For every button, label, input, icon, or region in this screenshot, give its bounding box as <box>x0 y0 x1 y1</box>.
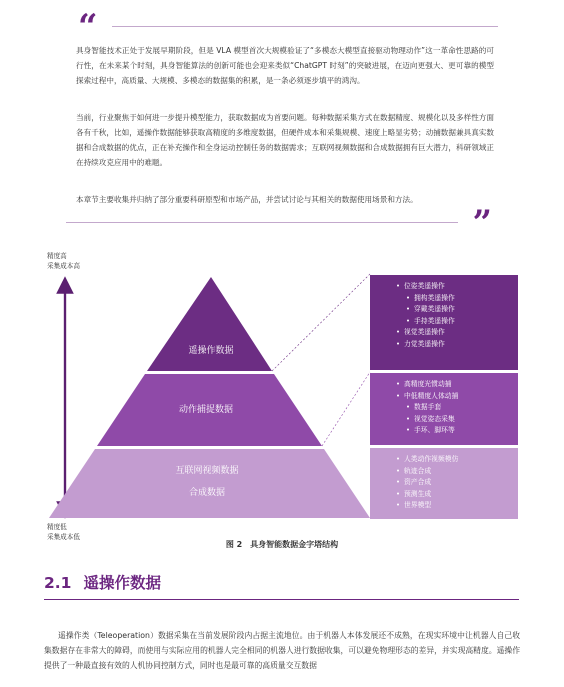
method-item: • 拥构类遥操作 <box>406 293 518 305</box>
method-item: • 数据手套 <box>406 402 518 414</box>
axis-bottom-label-line-1: 精度低 <box>47 523 67 531</box>
method-item: • 位姿类遥操作 <box>396 281 518 293</box>
section-title-text: 遥操作数据 <box>83 574 161 592</box>
method-item: • 人类动作视频模仿 <box>396 454 518 466</box>
axis-top-label-line-2: 采集成本高 <box>47 262 80 270</box>
method-item: • 轨迹合成 <box>396 466 518 478</box>
pyramid-label-synthetic: 合成数据 <box>188 488 226 498</box>
section-title <box>44 573 161 593</box>
pyramid-level-teleoperation <box>147 277 272 371</box>
close-quote-icon: ” <box>472 203 492 243</box>
intro-paragraph-1: 具身智能技术正处于发展早期阶段，但是 VLA 模型首次大规模验证了“多模态大模型直接驱动物理动作”这一革命性思路的可行性，在未来某个时刻，具身智能算法的创新可能也会迎来类似“ChatGPT 时刻”的突破进展，在迈向更强大、更可靠的模型探索过程中，高质量、大规模、多模态的数据集的积累，是一条必须逐步填平的鸿沟。 <box>76 46 494 85</box>
teleoperation-methods-box <box>370 275 518 370</box>
figure-caption-text: 具身智能数据金字塔结构 <box>250 540 339 549</box>
method-item: • 预测生成 <box>396 489 518 501</box>
method-item: • 力觉类遥操作 <box>396 339 518 351</box>
pyramid-level-web-synthetic <box>49 449 370 518</box>
figure-number: 图 2 <box>225 540 243 549</box>
open-quote-icon: “ <box>78 7 98 47</box>
method-item: • 世界模型 <box>396 500 518 512</box>
figure-caption <box>0 539 564 550</box>
axis-bottom-label-line-2: 采集成本低 <box>47 533 80 541</box>
method-item: • 手持类遥操作 <box>406 316 518 328</box>
intro-paragraph-2: 当前，行业聚焦于如何进一步提升模型能力，获取数据成为首要问题。每种数据采集方式在数据精度、规模化以及多样性方面各有千秋，比如，遥操作数据能够获取高精度的多维度数据，但硬件成本和采集规模、速度上略显劣势；动捕数据兼具真实数据和合成数据的优点，正在补充操作和全身运动控制任务的数据需求；互联网视频数据和合成数据拥有巨大潜力，科研领域正在持续攻克应用中的难题。 <box>76 113 494 167</box>
body-paragraph: 遥操作类（Teleoperation）数据采集在当前发展阶段内占据主流地位。由于机器人本体发展还不成熟，在现实环境中让机器人自己收集数据存在非常大的障碍，而使用与实际应用的机器人完全相同的机器人进行数据收集，可以避免物理形态的差异，并实现高精度。遥操作提供了一种最直接有效的人机协同控制方式，同时也是最可靠的高质量交互数据 <box>44 631 520 670</box>
method-item: • 视觉姿态采集 <box>406 414 518 426</box>
method-item: • 穿戴类遥操作 <box>406 304 518 316</box>
section-number: 2.1 <box>44 574 72 592</box>
axis-top-label-line-1: 精度高 <box>47 252 67 260</box>
pyramid-label-teleoperation: 遥操作数据 <box>188 346 234 356</box>
method-item: • 视觉类遥操作 <box>396 327 518 339</box>
method-item: • 资产合成 <box>396 477 518 489</box>
motion-capture-methods-box <box>370 373 518 445</box>
method-item: • 中低精度人体动捕 <box>396 391 518 403</box>
method-item: • 高精度光惯动捕 <box>396 379 518 391</box>
method-item: • 手环、脚环等 <box>406 425 518 437</box>
pyramid-label-motion-capture: 动作捕捉数据 <box>178 405 234 415</box>
section-rule <box>44 599 519 600</box>
intro-paragraph-3: 本章节主要收集并归纳了部分重要科研原型和市场产品，并尝试讨论与其相关的数据使用场景和方法。 <box>76 195 418 204</box>
section-heading <box>44 569 519 605</box>
web-synthetic-methods-box <box>370 448 518 519</box>
pyramid-label-web-video: 互联网视频数据 <box>175 466 239 476</box>
